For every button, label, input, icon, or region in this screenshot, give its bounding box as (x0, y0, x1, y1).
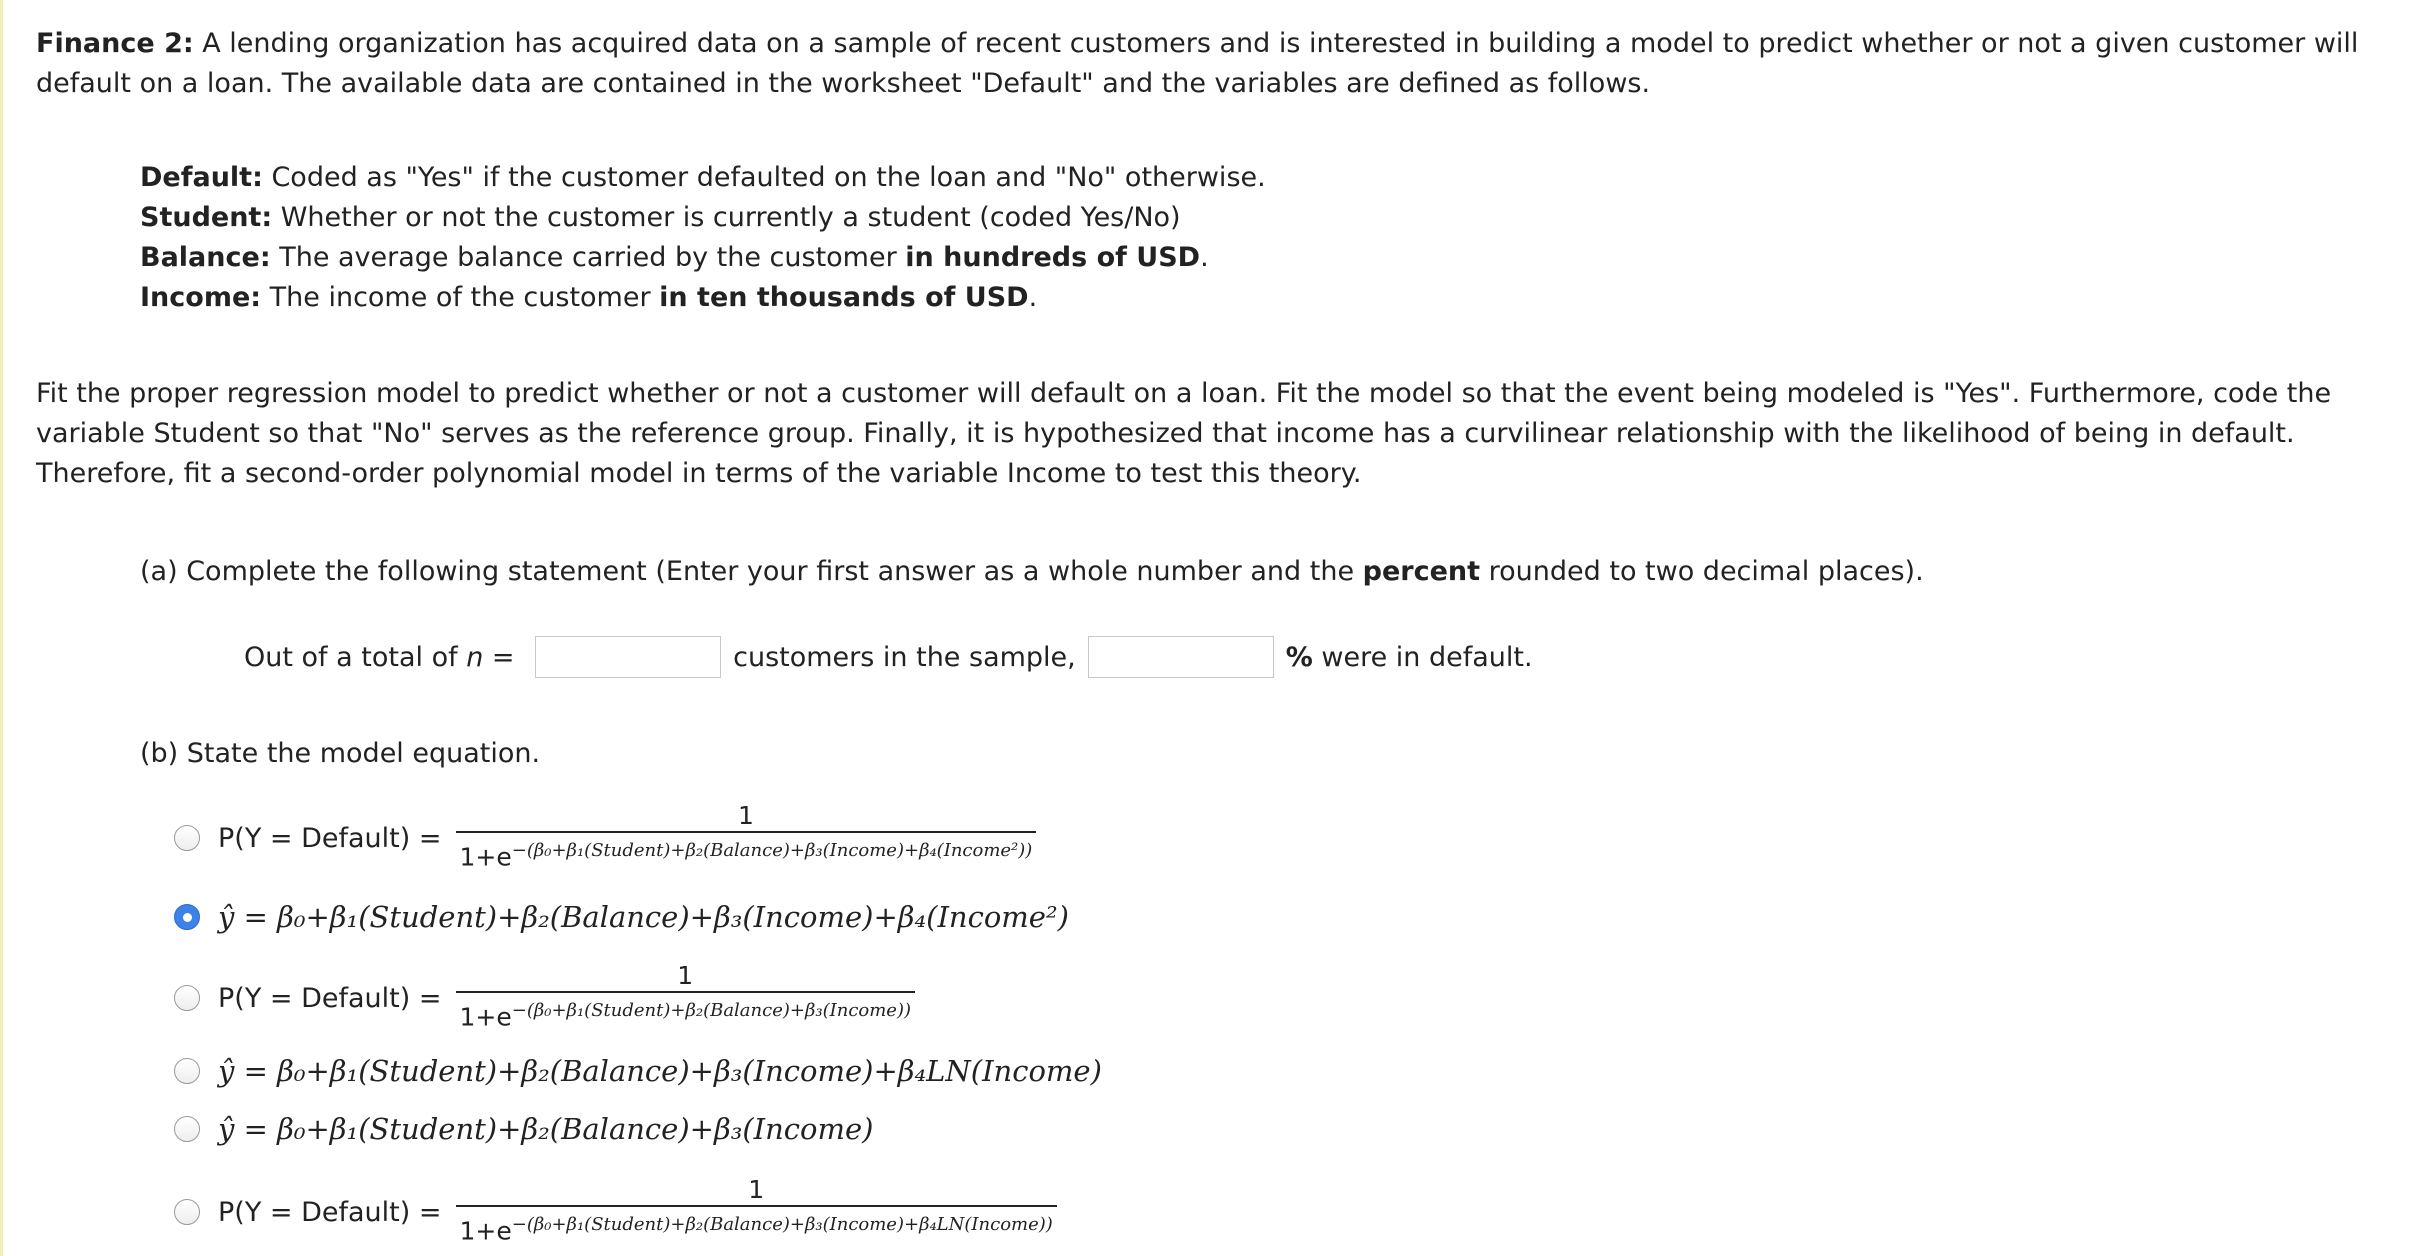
part-b-prompt: (b) State the model equation. (140, 738, 541, 769)
model-option-1[interactable] (174, 802, 2396, 874)
model-option-3[interactable] (174, 962, 2396, 1034)
definition-unit: in ten thousands of USD (659, 282, 1029, 313)
definition-income (140, 278, 2396, 318)
logistic-fraction (456, 1175, 1057, 1249)
part-a-prompt-end: rounded to two decimal places). (1480, 556, 1924, 587)
radio-button[interactable] (174, 985, 200, 1011)
fraction-denominator (456, 991, 916, 1035)
denominator-base: 1+e (459, 842, 512, 872)
logistic-fraction (456, 801, 1037, 875)
option-lhs: P(Y = Default) = (218, 1196, 442, 1228)
question-content (36, 24, 2396, 1248)
percent-sign: % (1285, 641, 1313, 673)
denominator-base: 1+e (459, 1216, 512, 1246)
definition-end: . (1200, 242, 1209, 273)
equals-sign: = (483, 641, 524, 673)
model-option-5[interactable] (174, 1108, 2396, 1150)
model-option-6[interactable] (174, 1176, 2396, 1248)
option-equation: ŷ = β₀+β₁(Student)+β₂(Balance)+β₃(Income)+β₄LN(Income) (218, 1054, 1102, 1088)
fraction-denominator (456, 831, 1037, 875)
part-a-prompt (140, 552, 2396, 592)
definition-student (140, 198, 2396, 238)
fraction-numerator: 1 (748, 1174, 765, 1204)
fraction-denominator (456, 1205, 1057, 1249)
definition-balance (140, 238, 2396, 278)
radio-button[interactable] (174, 825, 200, 851)
fit-instructions: Fit the proper regression model to predict whether or not a customer will default on a loan. Fit the model so that the event being modeled is "Yes". Furthermore, code the variable Student so that "No" serves as the reference group. Finally, it is hypothesized that income has a curvilinear relationship with the likelihood of being in default. Therefore, fit a second-order polynomial model in terms of the variable Income to test this theory. (36, 378, 2332, 489)
option-lhs: P(Y = Default) = (218, 982, 442, 1014)
fraction-numerator: 1 (677, 960, 694, 990)
radio-button[interactable] (174, 1116, 200, 1142)
option-lhs: P(Y = Default) = (218, 822, 442, 854)
denominator-exponent: −(β₀+β₁(Student)+β₂(Balance)+β₃(Income)+β₄(Income²)) (511, 839, 1033, 861)
default-percent-input[interactable] (1088, 636, 1274, 678)
part-a-prompt-bold: percent (1362, 556, 1481, 587)
denominator-exponent: −(β₀+β₁(Student)+β₂(Balance)+β₃(Income)) (511, 999, 912, 1021)
definition-term: Student: (140, 202, 273, 233)
model-option-2[interactable] (174, 896, 2396, 938)
definition-term: Default: (140, 162, 263, 193)
option-equation: ŷ = β₀+β₁(Student)+β₂(Balance)+β₃(Income)+β₄(Income²) (218, 900, 1069, 934)
denominator-base: 1+e (459, 1002, 512, 1032)
logistic-fraction (456, 961, 916, 1035)
part-a-prompt-start: (a) Complete the following statement (Enter your first answer as a whole number and the (140, 556, 1363, 587)
statement-prefix: Out of a total of (244, 641, 467, 673)
option-equation: ŷ = β₀+β₁(Student)+β₂(Balance)+β₃(Income) (218, 1112, 874, 1146)
definition-default (140, 158, 2396, 198)
definition-text: Coded as "Yes" if the customer defaulted on the loan and "No" otherwise. (262, 162, 1266, 193)
question-label: Finance 2: (36, 28, 194, 59)
fraction-numerator: 1 (737, 800, 754, 830)
radio-button[interactable] (174, 1058, 200, 1084)
left-margin-rule (0, 0, 3, 1256)
definition-unit: in hundreds of USD (905, 242, 1201, 273)
model-option-4[interactable] (174, 1050, 2396, 1092)
statement-middle: customers in the sample, (733, 641, 1076, 673)
definition-text: The average balance carried by the customer (270, 242, 906, 273)
definition-end: . (1028, 282, 1038, 313)
intro-paragraph (36, 24, 2396, 104)
sample-size-input[interactable] (535, 636, 721, 678)
n-symbol: n (466, 641, 484, 673)
part-a-statement (244, 632, 2396, 682)
definition-text: The income of the customer (261, 282, 660, 313)
definition-term: Balance: (140, 242, 271, 273)
variable-definitions (140, 158, 2396, 318)
statement-end: were in default. (1312, 641, 1533, 673)
denominator-exponent: −(β₀+β₁(Student)+β₂(Balance)+β₃(Income)+β₄LN(Income)) (511, 1213, 1053, 1235)
intro-text: A lending organization has acquired data on a sample of recent customers and is interested in building a model to predict whether or not a given customer will default on a loan. The available data are contained in the worksheet "Default" and the variables are defined as follows. (36, 28, 2359, 99)
definition-term: Income: (140, 282, 262, 313)
radio-button-selected[interactable] (174, 904, 200, 930)
radio-button[interactable] (174, 1199, 200, 1225)
definition-text: Whether or not the customer is currently a student (coded Yes/No) (272, 202, 1181, 233)
model-equation-options (174, 802, 2396, 1248)
